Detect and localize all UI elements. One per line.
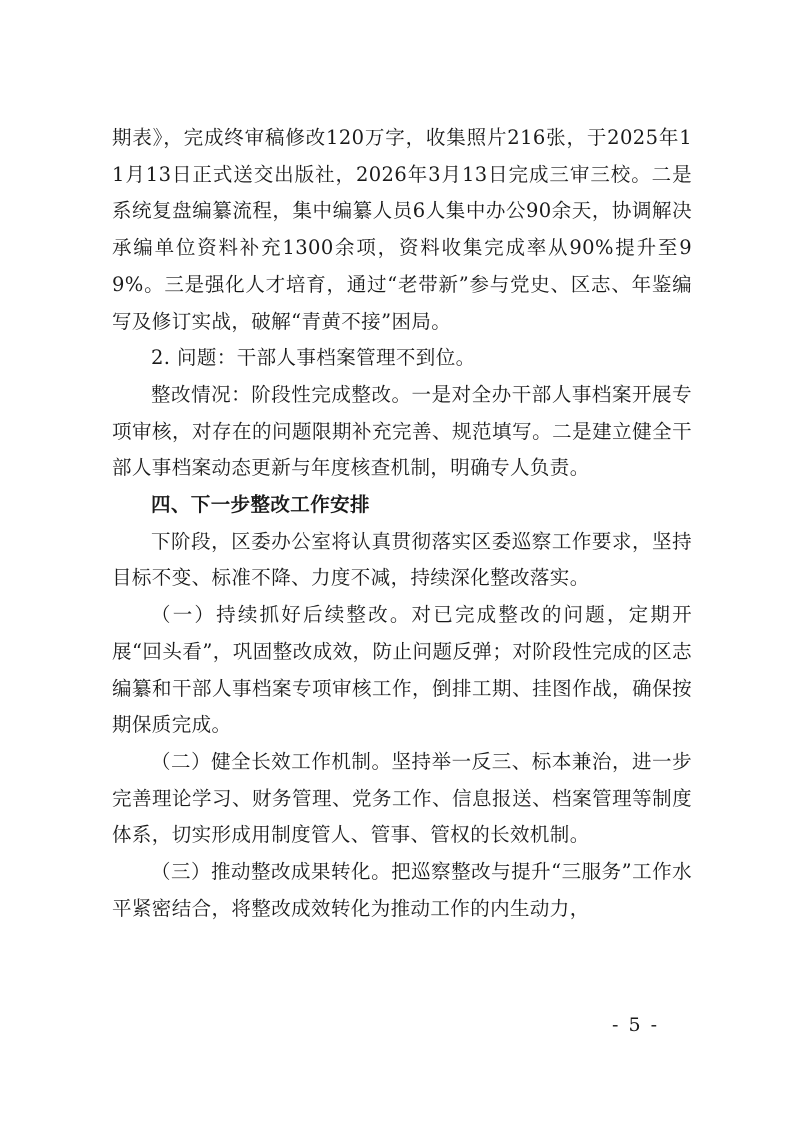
- next-steps-item-2: （二）健全长效工作机制。坚持举一反三、标本兼治，进一步完善理论学习、财务管理、党务工作、信息报送、档案管理等制度体系，切实形成用制度管人、管事、管权的长效机制。: [112, 749, 692, 847]
- section-heading-next-steps: 四、下一步整改工作安排: [151, 493, 370, 517]
- issue-item-2: 2. 问题：干部人事档案管理不到位。: [151, 346, 476, 370]
- next-steps-item-1: （一）持续抓好后续整改。对已完成整改的问题，定期开展“回头看”，巩固整改成效，防止问题反弹；对阶段性完成的区志编纂和干部人事档案专项审核工作，倒排工期、挂图作战，确保按期保质完成。: [112, 603, 692, 737]
- document-body: [112, 120, 692, 927]
- page-number: - 5 -: [612, 1014, 660, 1036]
- next-steps-intro-paragraph: 下阶段，区委办公室将认真贯彻落实区委巡察工作要求，坚持目标不变、标准不降、力度不减，持续深化整改落实。: [112, 529, 692, 590]
- paragraph-continuation: 期表》，完成终审稿修改120万字，收集照片216张，于2025年11月13日正式送交出版社，2026年3月13日完成三审三校。二是系统复盘编纂流程，集中编纂人员6人集中办公90余天，协调解决承编单位资料补充1300余项，资料收集完成率从90%提升至99%。三是强化人才培育，通过“老带新”参与党史、区志、年鉴编写及修订实战，破解“青黄不接”困局。: [112, 126, 692, 333]
- rectification-status-paragraph: 整改情况：阶段性完成整改。一是对全办干部人事档案开展专项审核，对存在的问题限期补充完善、规范填写。二是建立健全干部人事档案动态更新与年度核查机制，明确专人负责。: [112, 382, 692, 480]
- next-steps-item-3: （三）推动整改成果转化。把巡察整改与提升“三服务”工作水平紧密结合，将整改成效转化为推动工作的内生动力，: [112, 860, 692, 920]
